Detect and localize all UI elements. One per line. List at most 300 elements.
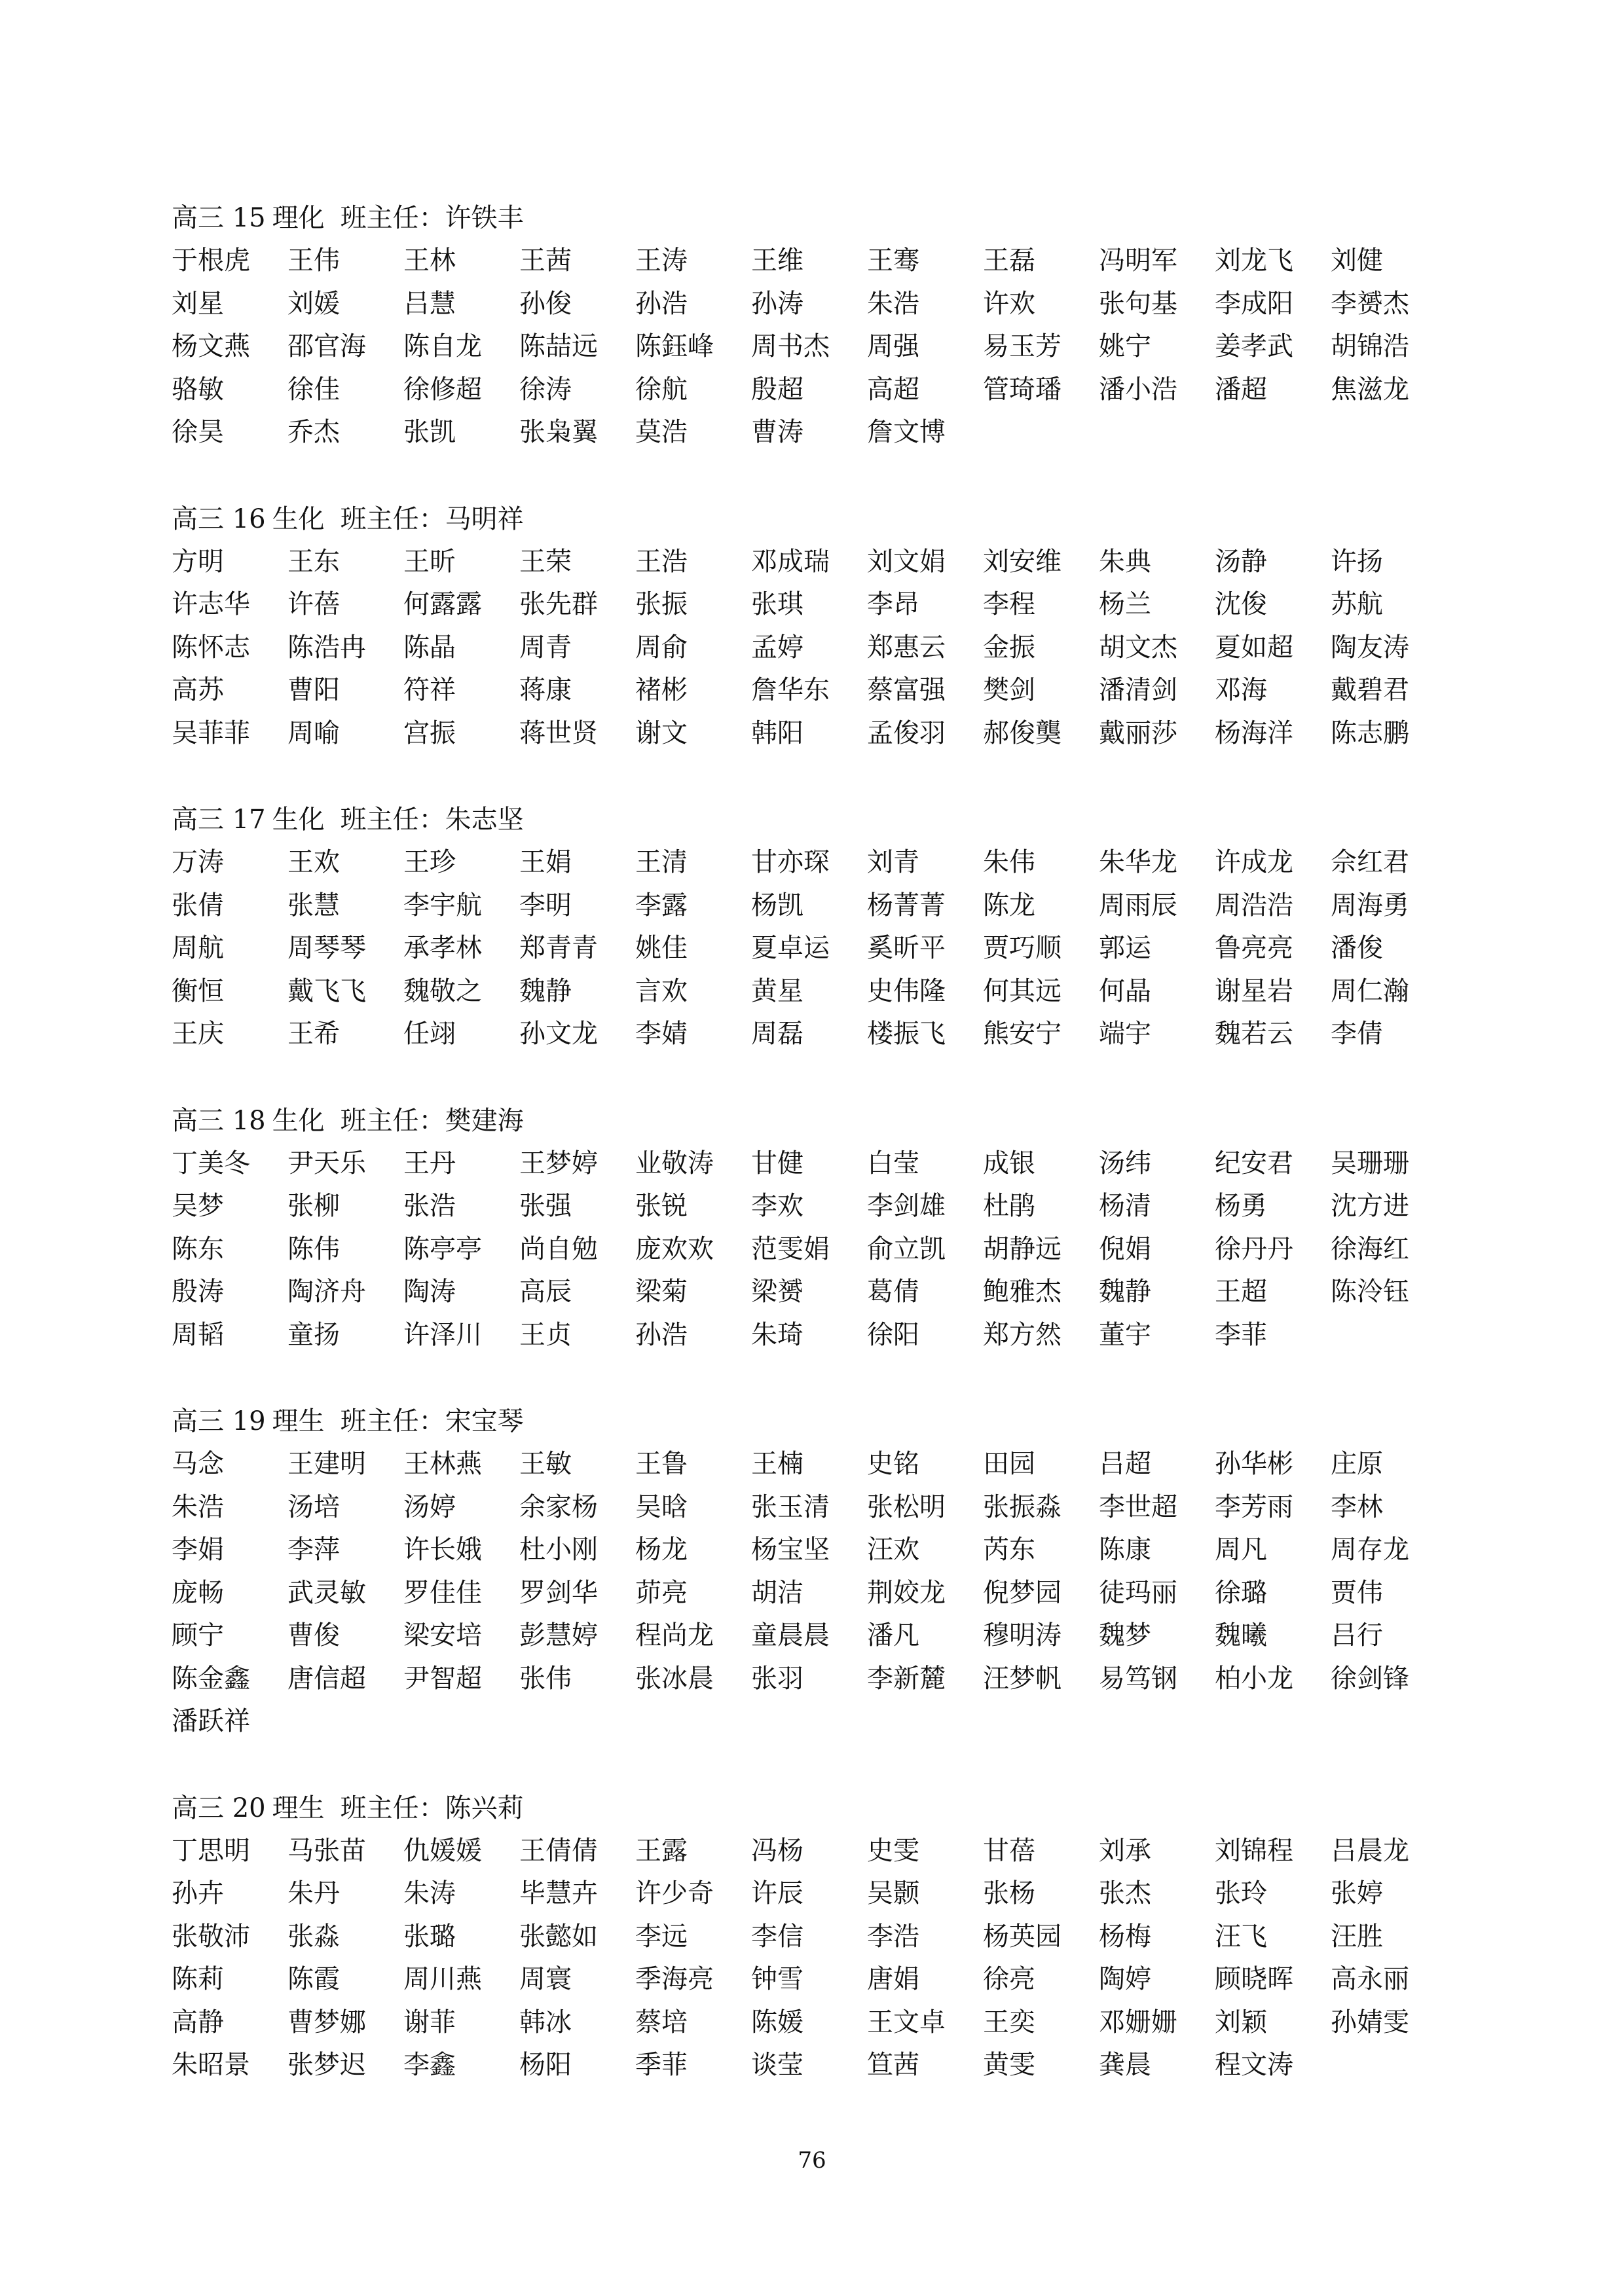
student-name: 许志华 — [172, 589, 250, 619]
student-name: 陈志鹏 — [1331, 718, 1409, 748]
student-name: 陶济舟 — [287, 1277, 366, 1307]
student-name: 戴碧君 — [1331, 675, 1409, 705]
student-name: 王鲁 — [635, 1449, 688, 1479]
student-name: 杨梅 — [1099, 1921, 1151, 1952]
student-name: 潘俊 — [1331, 933, 1383, 963]
student-name: 邓成瑞 — [751, 546, 830, 577]
class-track: 理化 — [272, 203, 325, 233]
student-name: 汤纬 — [1099, 1148, 1151, 1178]
student-name: 吴颢 — [867, 1878, 919, 1908]
student-name: 王敏 — [519, 1449, 572, 1479]
student-name: 陈鈺峰 — [635, 331, 714, 361]
class-track: 理生 — [272, 1793, 325, 1823]
class-track: 理生 — [272, 1406, 325, 1436]
student-name: 李信 — [751, 1921, 803, 1952]
student-name: 骆敏 — [172, 374, 224, 405]
student-name: 符祥 — [403, 675, 456, 705]
student-name: 许辰 — [751, 1878, 803, 1908]
student-name: 穆明涛 — [983, 1620, 1061, 1650]
student-name: 周青 — [519, 632, 572, 663]
student-name: 王丹 — [403, 1148, 456, 1178]
student-name: 孙文龙 — [519, 1019, 598, 1049]
student-name: 周琴琴 — [287, 933, 366, 963]
student-name: 易笃钢 — [1099, 1663, 1177, 1694]
student-name: 郑惠云 — [867, 632, 946, 663]
class-section — [172, 1787, 1455, 2087]
student-name: 戴丽莎 — [1099, 718, 1177, 748]
student-name: 顾宁 — [172, 1620, 224, 1650]
student-name: 魏若云 — [1215, 1019, 1293, 1049]
student-name: 胡文杰 — [1099, 632, 1177, 663]
student-name: 周存龙 — [1331, 1535, 1409, 1565]
student-name: 杨英园 — [983, 1921, 1061, 1952]
student-name: 刘安维 — [983, 546, 1061, 577]
student-name: 王梦婷 — [519, 1148, 598, 1178]
student-name: 周凡 — [1215, 1535, 1267, 1565]
student-name: 李成阳 — [1215, 288, 1293, 319]
student-name: 胡锦浩 — [1331, 331, 1409, 361]
student-name: 王希 — [287, 1019, 340, 1049]
student-list — [172, 841, 1455, 1056]
student-name: 史铭 — [867, 1449, 919, 1479]
student-name: 汪欢 — [867, 1535, 919, 1565]
student-name: 陈怀志 — [172, 632, 250, 663]
student-name: 李程 — [983, 589, 1035, 619]
student-name: 杨清 — [1099, 1191, 1151, 1221]
student-name: 陈霞 — [287, 1964, 340, 1994]
student-name: 彭慧婷 — [519, 1620, 598, 1650]
student-name: 马念 — [172, 1449, 224, 1479]
student-name: 庞畅 — [172, 1577, 224, 1608]
student-name: 罗剑华 — [519, 1577, 598, 1608]
student-name: 魏梦 — [1099, 1620, 1151, 1650]
class-track: 生化 — [272, 1105, 325, 1136]
student-name: 张松明 — [867, 1491, 946, 1522]
student-name: 张浩 — [403, 1191, 456, 1221]
student-name: 朱伟 — [983, 847, 1035, 877]
student-name: 丁思明 — [172, 1835, 250, 1866]
student-name: 笪茜 — [867, 2050, 919, 2080]
class-header — [172, 196, 1455, 240]
student-name: 徐佳 — [287, 374, 340, 405]
student-name: 莫浩 — [635, 417, 688, 447]
student-name: 曹涛 — [751, 417, 803, 447]
student-name: 孙俊 — [519, 288, 572, 319]
student-name: 钟雪 — [751, 1964, 803, 1994]
student-name: 陈龙 — [983, 890, 1035, 920]
student-name: 成银 — [983, 1148, 1035, 1178]
student-name: 徐亮 — [983, 1964, 1035, 1994]
student-name: 周航 — [172, 933, 224, 963]
student-name: 张羽 — [751, 1663, 803, 1694]
student-name: 李剑雄 — [867, 1191, 946, 1221]
student-name: 王荣 — [519, 546, 572, 577]
student-name: 孙卉 — [172, 1878, 224, 1908]
student-name: 李露 — [635, 890, 688, 920]
student-name: 刘文娟 — [867, 546, 946, 577]
student-name: 甘健 — [751, 1148, 803, 1178]
student-name: 朱涛 — [403, 1878, 456, 1908]
student-name: 汪飞 — [1215, 1921, 1267, 1952]
student-name: 陈浩冉 — [287, 632, 366, 663]
class-section — [172, 498, 1455, 756]
student-name: 李浩 — [867, 1921, 919, 1952]
class-track: 生化 — [272, 805, 325, 835]
student-name: 白莹 — [867, 1148, 919, 1178]
student-name: 朱典 — [1099, 546, 1151, 577]
student-name: 潘跃祥 — [172, 1706, 250, 1736]
student-name: 刘承 — [1099, 1835, 1151, 1866]
student-name: 何其远 — [983, 975, 1061, 1006]
teacher-label: 班主任： — [340, 203, 445, 233]
class-name: 高三 20 — [172, 1793, 266, 1823]
student-name: 许扬 — [1331, 546, 1383, 577]
student-name: 黄雯 — [983, 2050, 1035, 2080]
student-name: 徐丹丹 — [1215, 1233, 1293, 1264]
student-name: 戴飞飞 — [287, 975, 366, 1006]
student-name: 楼振飞 — [867, 1019, 946, 1049]
teacher-name: 陈兴莉 — [445, 1793, 524, 1823]
student-name: 王超 — [1215, 1277, 1267, 1307]
student-name: 沈方进 — [1331, 1191, 1409, 1221]
student-name: 周川燕 — [403, 1964, 482, 1994]
student-name: 杨龙 — [635, 1535, 688, 1565]
student-name: 徐海红 — [1331, 1233, 1409, 1264]
student-name: 李宇航 — [403, 890, 482, 920]
class-header — [172, 498, 1455, 541]
student-name: 吴菲菲 — [172, 718, 250, 748]
teacher-label: 班主任： — [340, 805, 445, 835]
student-name: 魏敬之 — [403, 975, 482, 1006]
student-list — [172, 541, 1455, 756]
student-name: 任翊 — [403, 1019, 456, 1049]
student-name: 杨凯 — [751, 890, 803, 920]
student-name: 许泽川 — [403, 1319, 482, 1350]
student-name: 陈媛 — [751, 2007, 803, 2037]
student-name: 孟婷 — [751, 632, 803, 663]
student-name: 孟俊羽 — [867, 718, 946, 748]
student-name: 高永丽 — [1331, 1964, 1409, 1994]
student-name: 张振淼 — [983, 1491, 1061, 1522]
student-name: 李赟杰 — [1331, 288, 1409, 319]
student-name: 尹智超 — [403, 1663, 482, 1694]
student-name: 陶涛 — [403, 1277, 456, 1307]
student-name: 徐涛 — [519, 374, 572, 405]
student-name: 梁安培 — [403, 1620, 482, 1650]
student-name: 梁菊 — [635, 1277, 688, 1307]
student-name: 张婷 — [1331, 1878, 1383, 1908]
student-name: 樊剑 — [983, 675, 1035, 705]
student-name: 杨文燕 — [172, 331, 250, 361]
student-name: 张柳 — [287, 1191, 340, 1221]
student-name: 易玉芳 — [983, 331, 1061, 361]
student-name: 刘健 — [1331, 246, 1383, 276]
teacher-name: 朱志坚 — [445, 805, 524, 835]
student-name: 周仁瀚 — [1331, 975, 1409, 1006]
class-header — [172, 1400, 1455, 1443]
student-name: 陈泠钰 — [1331, 1277, 1409, 1307]
student-name: 朱琦 — [751, 1319, 803, 1350]
student-name: 高超 — [867, 374, 919, 405]
class-name: 高三 15 — [172, 203, 266, 233]
student-name: 承孝林 — [403, 933, 482, 963]
student-name: 俞立凯 — [867, 1233, 946, 1264]
student-name: 端宇 — [1099, 1019, 1151, 1049]
student-name: 徒玛丽 — [1099, 1577, 1177, 1608]
student-name: 张凯 — [403, 417, 456, 447]
student-name: 杨兰 — [1099, 589, 1151, 619]
student-name: 业敬涛 — [635, 1148, 714, 1178]
student-name: 姚佳 — [635, 933, 688, 963]
student-name: 周寰 — [519, 1964, 572, 1994]
student-name: 孙婧雯 — [1331, 2007, 1409, 2037]
class-track: 生化 — [272, 503, 325, 534]
student-name: 许蓓 — [287, 589, 340, 619]
student-name: 柏小龙 — [1215, 1663, 1293, 1694]
student-name: 孙浩 — [635, 288, 688, 319]
student-name: 朱丹 — [287, 1878, 340, 1908]
student-name: 童晨晨 — [751, 1620, 830, 1650]
student-list — [172, 1142, 1455, 1357]
class-header — [172, 798, 1455, 841]
student-name: 杨菁菁 — [867, 890, 946, 920]
student-name: 朱昭景 — [172, 2050, 250, 2080]
student-name: 唐娟 — [867, 1964, 919, 1994]
student-name: 荆姣龙 — [867, 1577, 946, 1608]
student-name: 郝俊龑 — [983, 718, 1061, 748]
student-name: 张杰 — [1099, 1878, 1151, 1908]
student-name: 张强 — [519, 1191, 572, 1221]
student-name: 杨海洋 — [1215, 718, 1293, 748]
student-name: 吴珊珊 — [1331, 1148, 1409, 1178]
student-name: 汤静 — [1215, 546, 1267, 577]
teacher-label: 班主任： — [340, 1793, 445, 1823]
teacher-name: 许铁丰 — [445, 203, 524, 233]
student-name: 朱华龙 — [1099, 847, 1177, 877]
student-name: 胡静远 — [983, 1233, 1061, 1264]
student-name: 张杨 — [983, 1878, 1035, 1908]
student-name: 范雯娟 — [751, 1233, 830, 1264]
student-name: 程文涛 — [1215, 2050, 1293, 2080]
student-name: 詹文博 — [867, 417, 946, 447]
student-name: 李世超 — [1099, 1491, 1177, 1522]
student-name: 毕慧卉 — [519, 1878, 598, 1908]
student-name: 高辰 — [519, 1277, 572, 1307]
student-name: 李远 — [635, 1921, 688, 1952]
student-name: 许少奇 — [635, 1878, 714, 1908]
student-name: 郑青青 — [519, 933, 598, 963]
class-section — [172, 798, 1455, 1056]
student-name: 宫振 — [403, 718, 456, 748]
student-name: 李菲 — [1215, 1319, 1267, 1350]
student-name: 甘亦琛 — [751, 847, 830, 877]
student-name: 朱浩 — [867, 288, 919, 319]
student-name: 张伟 — [519, 1663, 572, 1694]
student-name: 蔡富强 — [867, 675, 946, 705]
student-name: 魏静 — [1099, 1277, 1151, 1307]
student-name: 王文卓 — [867, 2007, 946, 2037]
student-name: 杨勇 — [1215, 1191, 1267, 1221]
student-name: 陈东 — [172, 1233, 224, 1264]
student-name: 王东 — [287, 546, 340, 577]
student-name: 于根虎 — [172, 246, 250, 276]
student-name: 张淼 — [287, 1921, 340, 1952]
student-name: 李娟 — [172, 1535, 224, 1565]
student-name: 汪梦帆 — [983, 1663, 1061, 1694]
student-name: 王维 — [751, 246, 803, 276]
page-number: 76 — [798, 2147, 826, 2174]
student-name: 张冰晨 — [635, 1663, 714, 1694]
student-name: 周雨辰 — [1099, 890, 1177, 920]
student-name: 芮东 — [983, 1535, 1035, 1565]
student-name: 吴晗 — [635, 1491, 688, 1522]
student-name: 张玲 — [1215, 1878, 1267, 1908]
student-name: 周磊 — [751, 1019, 803, 1049]
student-name: 夏卓运 — [751, 933, 830, 963]
student-name: 谢文 — [635, 718, 688, 748]
student-name: 李明 — [519, 890, 572, 920]
student-name: 董宇 — [1099, 1319, 1151, 1350]
student-name: 张锐 — [635, 1191, 688, 1221]
student-name: 张懿如 — [519, 1921, 598, 1952]
class-header — [172, 1787, 1455, 1830]
student-name: 张敬沛 — [172, 1921, 250, 1952]
class-section — [172, 196, 1455, 454]
student-name: 佘红君 — [1331, 847, 1409, 877]
student-name: 褚彬 — [635, 675, 688, 705]
student-name: 孙浩 — [635, 1319, 688, 1350]
student-name: 邓姗姗 — [1099, 2007, 1177, 2037]
student-name: 衡恒 — [172, 975, 224, 1006]
student-name: 刘颖 — [1215, 2007, 1267, 2037]
student-name: 武灵敏 — [287, 1577, 366, 1608]
student-name: 熊安宁 — [983, 1019, 1061, 1049]
student-name: 潘小浩 — [1099, 374, 1177, 405]
student-name: 倪梦园 — [983, 1577, 1061, 1608]
student-name: 周喻 — [287, 718, 340, 748]
student-name: 姚宁 — [1099, 331, 1151, 361]
class-name: 高三 18 — [172, 1105, 266, 1136]
student-name: 梁赟 — [751, 1277, 803, 1307]
student-name: 童扬 — [287, 1319, 340, 1350]
student-list — [172, 1443, 1455, 1743]
class-header — [172, 1099, 1455, 1142]
student-name: 陈喆远 — [519, 331, 598, 361]
student-name: 姜孝武 — [1215, 331, 1293, 361]
student-name: 刘锦程 — [1215, 1835, 1293, 1866]
student-name: 万涛 — [172, 847, 224, 877]
teacher-label: 班主任： — [340, 1406, 445, 1436]
student-name: 鲁亮亮 — [1215, 933, 1293, 963]
student-name: 吴梦 — [172, 1191, 224, 1221]
student-name: 许长娥 — [403, 1535, 482, 1565]
student-name: 周海勇 — [1331, 890, 1409, 920]
student-name: 许成龙 — [1215, 847, 1293, 877]
student-name: 茆亮 — [635, 1577, 688, 1608]
student-name: 方明 — [172, 546, 224, 577]
student-name: 史雯 — [867, 1835, 919, 1866]
student-name: 李昂 — [867, 589, 919, 619]
student-name: 吕超 — [1099, 1449, 1151, 1479]
student-name: 李鑫 — [403, 2050, 456, 2080]
student-name: 潘凡 — [867, 1620, 919, 1650]
student-name: 陈晶 — [403, 632, 456, 663]
student-name: 刘星 — [172, 288, 224, 319]
student-name: 孙涛 — [751, 288, 803, 319]
student-name: 吕慧 — [403, 288, 456, 319]
student-name: 徐航 — [635, 374, 688, 405]
student-name: 杜小刚 — [519, 1535, 598, 1565]
student-name: 张倩 — [172, 890, 224, 920]
student-name: 张慧 — [287, 890, 340, 920]
student-name: 顾晓晖 — [1215, 1964, 1293, 1994]
student-name: 史伟隆 — [867, 975, 946, 1006]
student-name: 季海亮 — [635, 1964, 714, 1994]
student-name: 周韬 — [172, 1319, 224, 1350]
class-name: 高三 19 — [172, 1406, 266, 1436]
student-list — [172, 240, 1455, 454]
student-name: 詹华东 — [751, 675, 830, 705]
teacher-name: 马明祥 — [445, 503, 524, 534]
student-name: 韩阳 — [751, 718, 803, 748]
student-name: 高苏 — [172, 675, 224, 705]
student-name: 周强 — [867, 331, 919, 361]
teacher-label: 班主任： — [340, 503, 445, 534]
student-name: 潘清剑 — [1099, 675, 1177, 705]
student-name: 冯杨 — [751, 1835, 803, 1866]
student-name: 徐昊 — [172, 417, 224, 447]
teacher-name: 樊建海 — [445, 1105, 524, 1136]
student-name: 尹天乐 — [287, 1148, 366, 1178]
student-name: 徐修超 — [403, 374, 482, 405]
student-name: 蒋世贤 — [519, 718, 598, 748]
teacher-label: 班主任： — [340, 1105, 445, 1136]
student-name: 黄星 — [751, 975, 803, 1006]
student-name: 孙华彬 — [1215, 1449, 1293, 1479]
student-name: 金振 — [983, 632, 1035, 663]
student-name: 王茜 — [519, 246, 572, 276]
student-name: 陈莉 — [172, 1964, 224, 1994]
student-name: 王楠 — [751, 1449, 803, 1479]
student-name: 谢菲 — [403, 2007, 456, 2037]
student-name: 丁美冬 — [172, 1148, 250, 1178]
student-name: 许欢 — [983, 288, 1035, 319]
student-name: 庄原 — [1331, 1449, 1383, 1479]
student-name: 仇媛媛 — [403, 1835, 482, 1866]
student-name: 李芳雨 — [1215, 1491, 1293, 1522]
student-name: 尚自勉 — [519, 1233, 598, 1264]
student-name: 罗佳佳 — [403, 1577, 482, 1608]
student-name: 曹俊 — [287, 1620, 340, 1650]
student-name: 鲍雅杰 — [983, 1277, 1061, 1307]
student-name: 韩冰 — [519, 2007, 572, 2037]
student-name: 沈俊 — [1215, 589, 1267, 619]
student-name: 庞欢欢 — [635, 1233, 714, 1264]
student-name: 王奕 — [983, 2007, 1035, 2037]
student-name: 李婧 — [635, 1019, 688, 1049]
student-name: 乔杰 — [287, 417, 340, 447]
student-name: 余家杨 — [519, 1491, 598, 1522]
student-name: 王伟 — [287, 246, 340, 276]
student-name: 李萍 — [287, 1535, 340, 1565]
student-name: 王倩倩 — [519, 1835, 598, 1866]
student-name: 徐璐 — [1215, 1577, 1267, 1608]
student-name: 王林 — [403, 246, 456, 276]
student-name: 蒋康 — [519, 675, 572, 705]
student-name: 何晶 — [1099, 975, 1151, 1006]
student-name: 苏航 — [1331, 589, 1383, 619]
class-section — [172, 1400, 1455, 1743]
